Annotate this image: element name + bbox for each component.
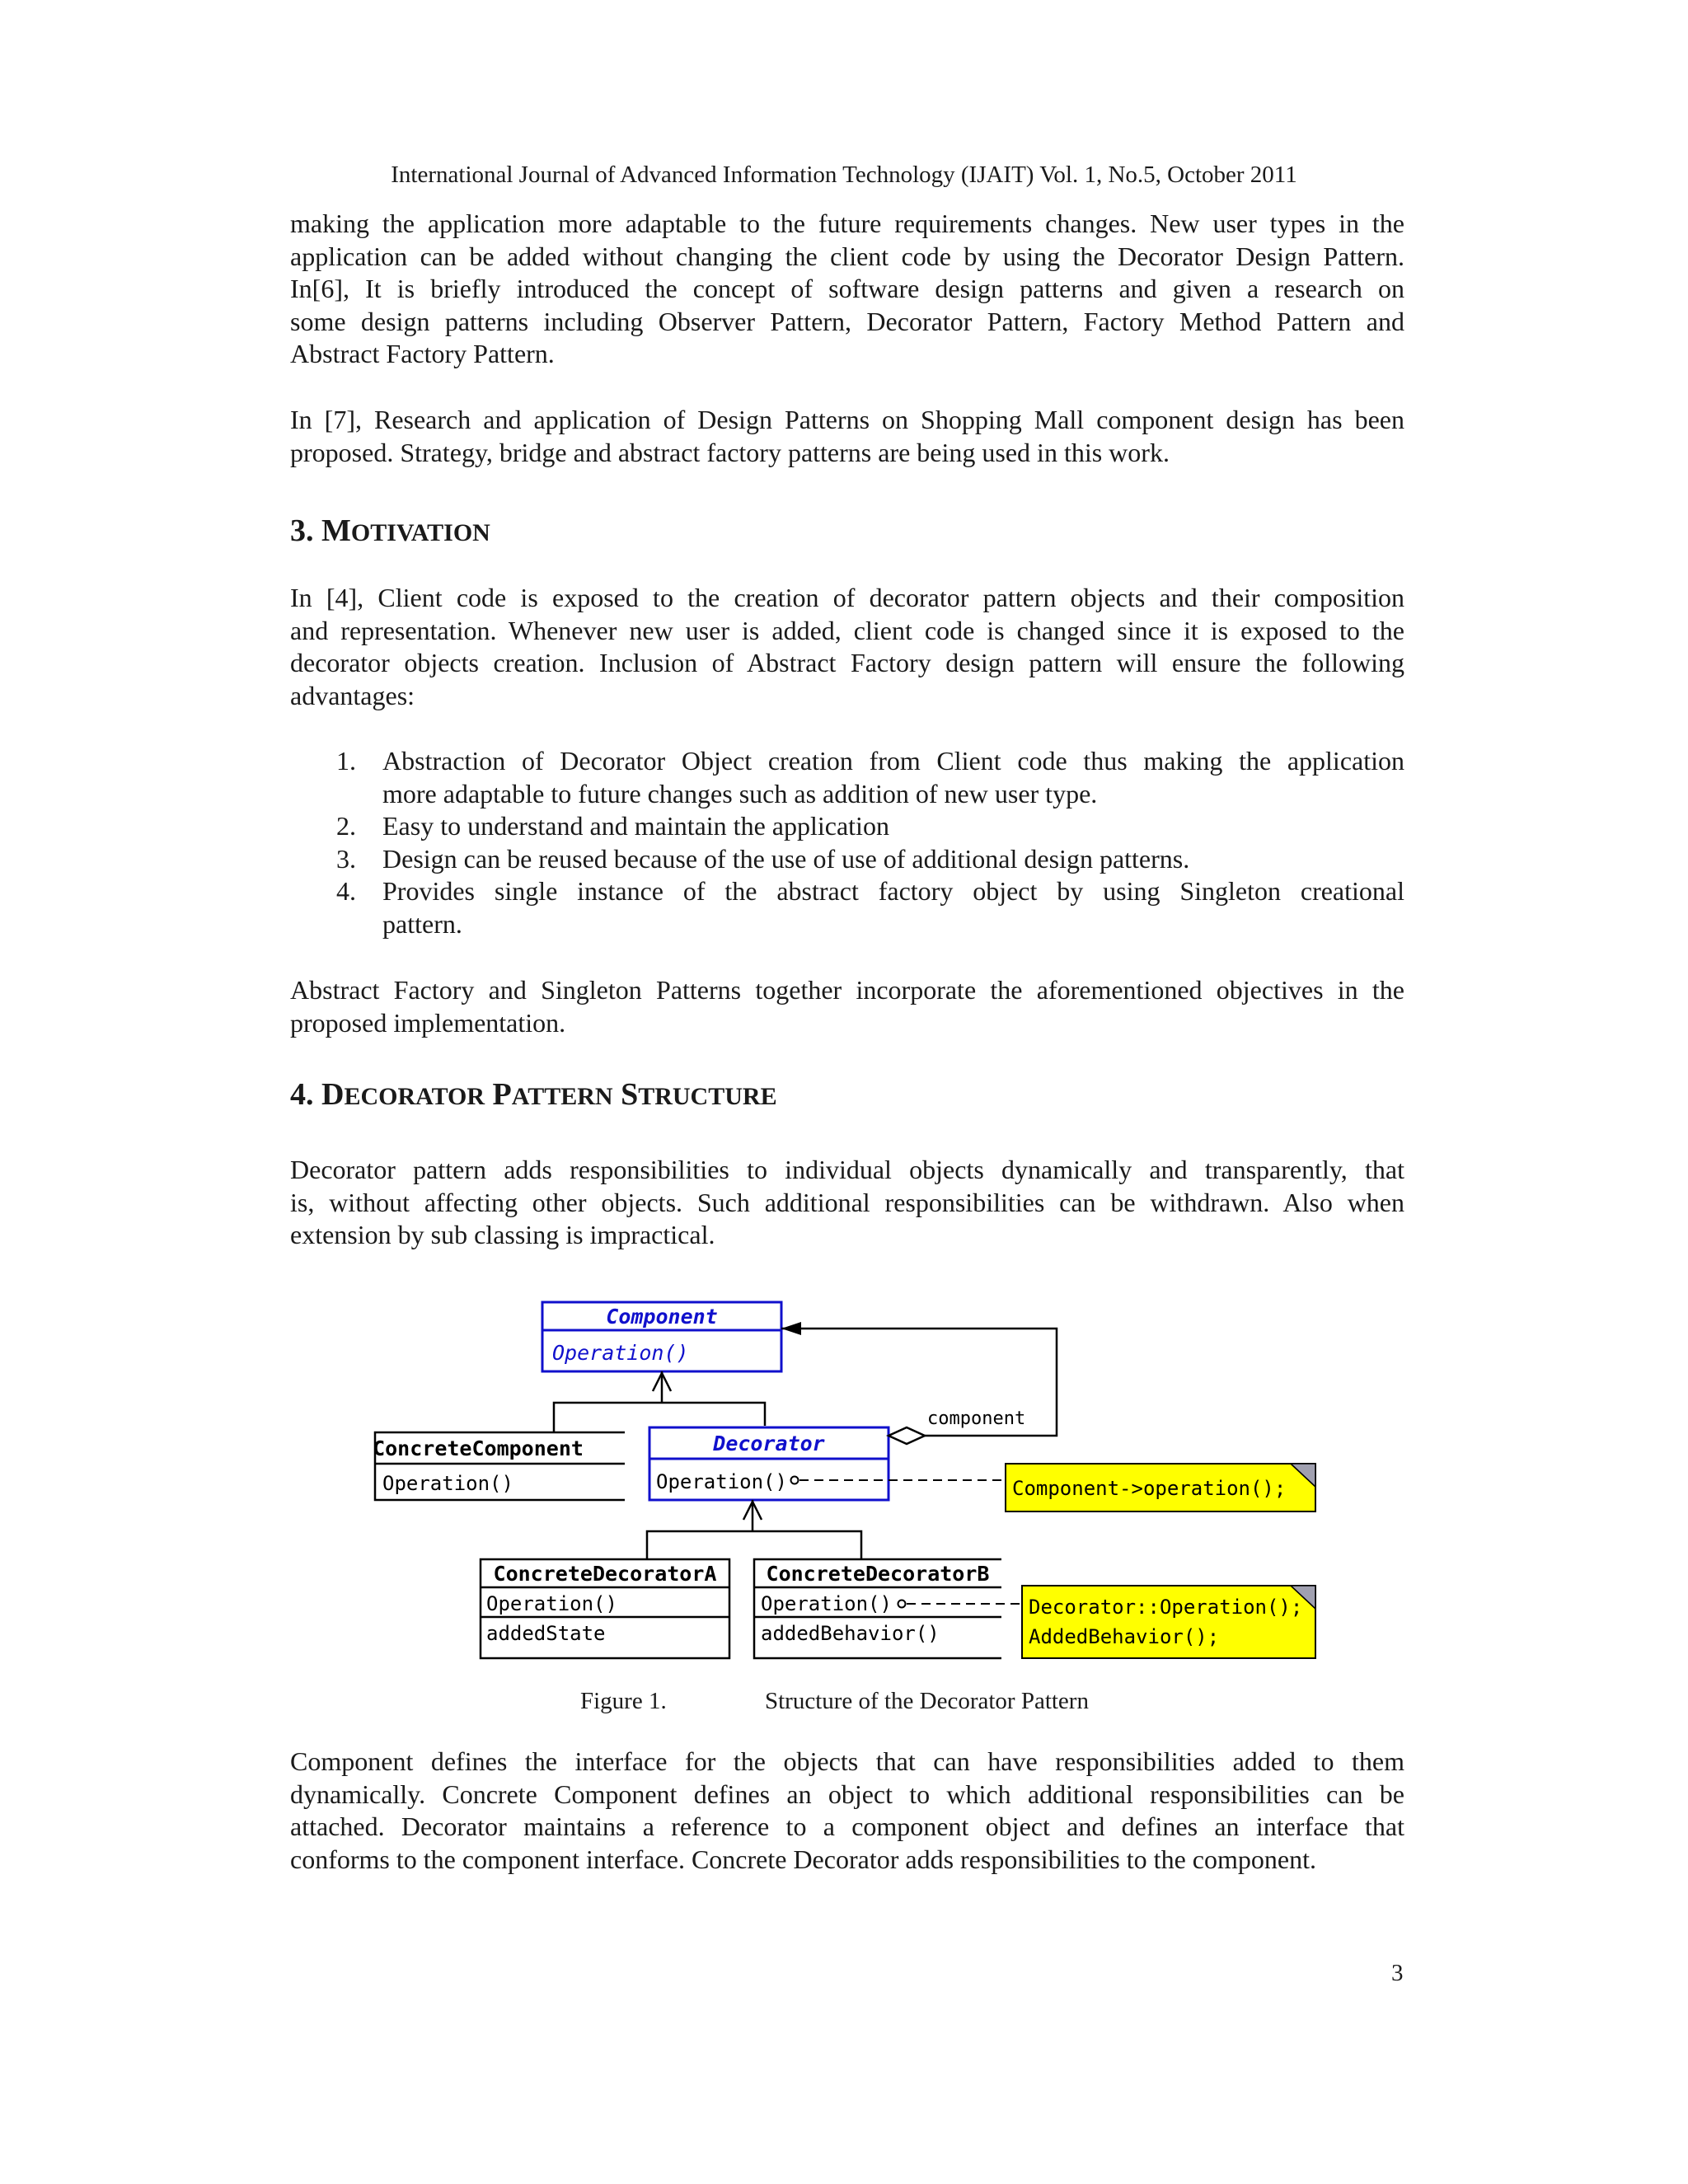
- uml-note-added-behavior: [1022, 1586, 1315, 1658]
- aggregation-component: [781, 1322, 1057, 1444]
- note-link-2: [898, 1601, 1023, 1608]
- svg-text:addedState: addedState: [486, 1622, 606, 1645]
- paragraph-motivation: In [4], Client code is exposed to the creation of decorator pattern objects and their composition and representation. Whenever new user is added, client code is changed since it is exposed to the decorator objects creation. Inclusion of Abstract Factory design pattern will ensure the following advantages:: [290, 583, 1404, 710]
- svg-text:AddedBehavior();: AddedBehavior();: [1029, 1625, 1220, 1648]
- uml-note-component-operation: [1006, 1464, 1315, 1511]
- advantages-list: [290, 745, 1404, 940]
- uml-class-component: [542, 1302, 781, 1371]
- uml-class-decorator: [649, 1427, 889, 1500]
- svg-text:Operation(): Operation(): [656, 1470, 787, 1493]
- paragraph-summary: Abstract Factory and Singleton Patterns together incorporate the aforementioned objectives in the proposed implementation.: [290, 975, 1404, 1038]
- svg-text:ConcreteComponent: ConcreteComponent: [373, 1436, 584, 1460]
- paragraph-ref7: In [7], Research and application of Design Patterns on Shopping Mall component design has been proposed. Strategy, bridge and abstract factory patterns are being used in this work.: [290, 405, 1404, 467]
- association-label: component: [927, 1408, 1026, 1429]
- paragraph-intro: making the application more adaptable to the future requirements changes. New user types in the application can be added without changing the client code by using the Decorator Design Pattern. In[6], It is briefly introduced the concept of software design patterns and given a research on some design patterns including Observer Pattern, Decorator Pattern, Factory Method Pattern and Abstract Factory Pattern.: [290, 209, 1404, 368]
- figure-caption: Structure of the Decorator Pattern: [765, 1688, 1089, 1714]
- figure-label: Figure 1.: [580, 1688, 667, 1714]
- generalization-component: [554, 1371, 765, 1432]
- list-item: 4. Provides single instance of the abstract factory object by using Singleton creational pattern.: [336, 876, 1404, 939]
- svg-text:Operation(): Operation(): [486, 1592, 617, 1615]
- paragraph-decorator-intro: Decorator pattern adds responsibilities to individual objects dynamically and transparently, that is, without affecting other objects. Such additional responsibilities can be withdrawn. Also when extension by sub classing is impractical.: [290, 1155, 1404, 1249]
- uml-class-concrete-decorator-b: [754, 1559, 1001, 1658]
- svg-text:Operation(): Operation(): [552, 1341, 689, 1365]
- svg-text:Component->operation();: Component->operation();: [1012, 1477, 1287, 1500]
- svg-text:Decorator: Decorator: [713, 1432, 825, 1455]
- uml-class-concrete-component: [373, 1432, 625, 1500]
- svg-text:Decorator::Operation();: Decorator::Operation();: [1029, 1596, 1303, 1619]
- list-item: 2. Easy to understand and maintain the application: [336, 811, 889, 841]
- generalization-decorator: [647, 1500, 861, 1559]
- svg-text:Component: Component: [606, 1305, 718, 1329]
- uml-diagram: [363, 1294, 1335, 1673]
- list-item: 1. Abstraction of Decorator Object creation from Client code thus making the application more adaptable to future changes such as addition of new user type.: [336, 746, 1404, 808]
- svg-text:Operation(): Operation(): [382, 1472, 513, 1495]
- page-number: 3: [1391, 1960, 1404, 1986]
- running-head: International Journal of Advanced Information Technology (IJAIT) Vol. 1, No.5, October 2011: [391, 162, 1297, 188]
- list-item: 3. Design can be reused because of the use of use of additional design patterns.: [336, 843, 1190, 874]
- uml-class-concrete-decorator-a: [481, 1559, 729, 1658]
- svg-text:ConcreteDecoratorB: ConcreteDecoratorB: [766, 1562, 990, 1586]
- section-heading-motivation: 3. MOTIVATION: [290, 513, 490, 548]
- svg-text:Operation(): Operation(): [761, 1592, 892, 1615]
- svg-text:addedBehavior(): addedBehavior(): [761, 1622, 940, 1645]
- svg-text:ConcreteDecoratorA: ConcreteDecoratorA: [493, 1562, 717, 1586]
- paragraph-component-definitions: Component defines the interface for the objects that can have responsibilities added to them dynamically. Concrete Component defines an object to which additional responsibilities can be attached. Decorator maintains a reference to a component object and defines an interface that conforms to the component interface. Concrete Decorator adds responsibilities to the component.: [290, 1746, 1404, 1874]
- section-heading-structure: 4. DECORATOR PATTERN STRUCTURE: [290, 1077, 777, 1112]
